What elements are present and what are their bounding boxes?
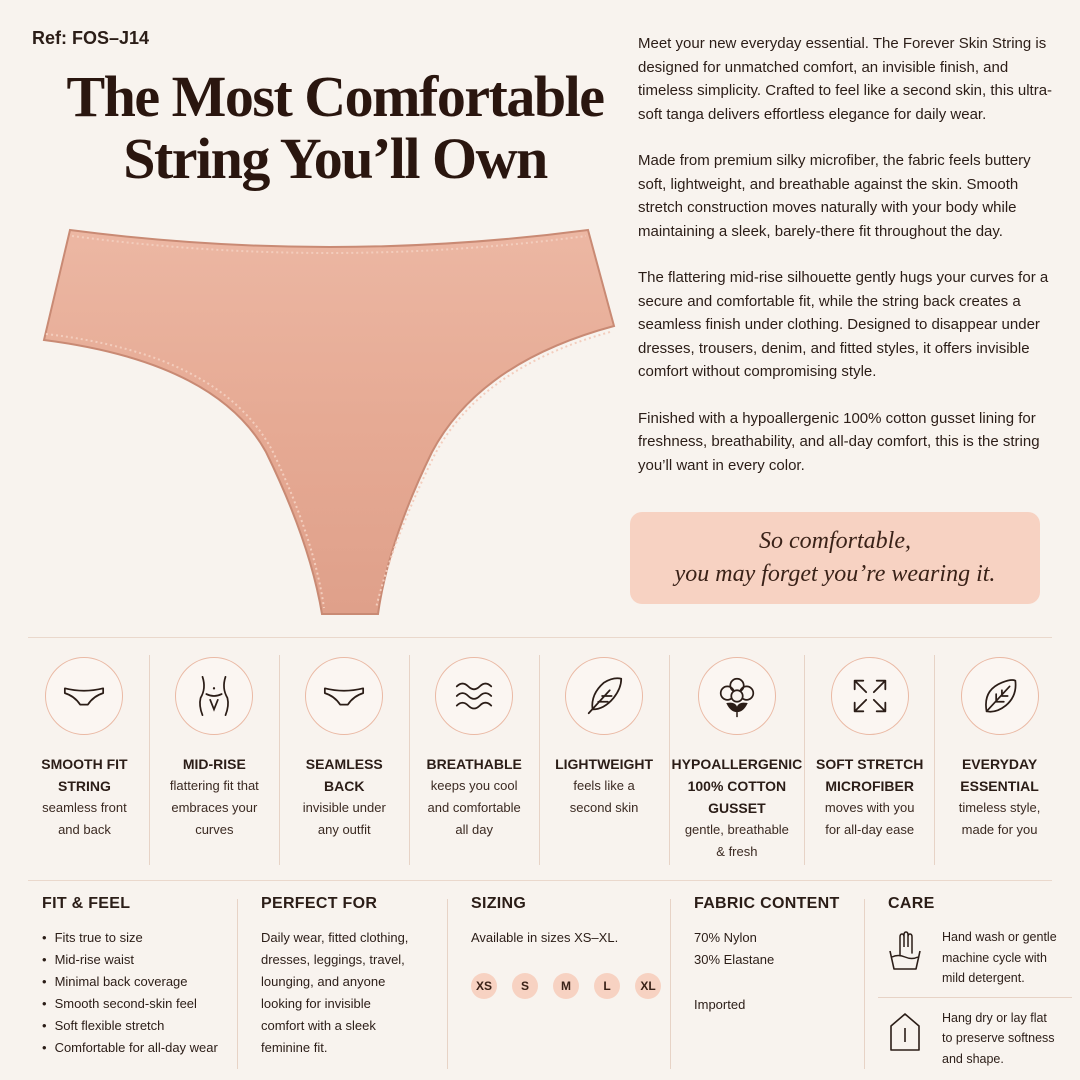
fit-feel-column [42,895,242,1075]
feature-title: MID-RISE [182,756,246,772]
panty-outline-icon [61,673,107,719]
feature-icon-circle [45,657,123,735]
feature-subtitle: curves [195,822,234,837]
care-text [942,1008,1055,1070]
quote-line-1: So comfortable, [759,528,911,554]
feature-title: STRING [58,778,111,794]
feature-title: SMOOTH FIT [41,756,128,772]
title-line-1: The Most Comfortable [66,64,604,129]
feature-title: SEAMLESS [305,756,383,772]
feather-icon [581,673,627,719]
feature-title: BREATHABLE [426,756,522,772]
list-item: • Soft flexible stretch [42,1015,242,1037]
description-paragraph: Meet your new everyday essential. The Forever Skin String is designed for unmatched comfort, an invisible finish, and timeless simplicity. Crafted to feel like a second skin, this ultra-soft tanga delivers effortless elegance for daily wear. [638,35,1053,123]
product-reference: Ref: FOS–J14 [32,28,150,48]
description-paragraph: Made from premium silky microfiber, the fabric feels buttery soft, lightweight, and breathable against the skin. Smooth stretch construction moves naturally with your body while maintaining a sleek, barely-there fit throughout the day. [638,152,1031,240]
feature-subtitle: and comfortable [427,800,521,815]
care-line: Hang dry or lay flat [942,1010,1047,1025]
feature-title: SOFT STRETCH [816,756,924,772]
feature-icon-circle [175,657,253,735]
feature-mid-rise [150,655,280,865]
feature-icon-circle [831,657,909,735]
description-paragraph: The flattering mid-rise silhouette gently hugs your curves for a secure and comfortable fit, while the string back creates a seamless finish under clothing. Designed to disappear under dresses, trousers, denim, and fitted styles, it offers invisible comfort without compromising style. [638,269,1049,380]
panty-outline-icon [321,673,367,719]
product-image [40,222,620,622]
fabric-column [694,895,854,1075]
feature-cotton-gusset [670,655,806,865]
quote-banner [630,512,1040,604]
description-paragraph: Finished with a hypoallergenic 100% cotton gusset lining for freshness, breathability, and all-day comfort, this is the string you’ll want in every color. [638,409,1040,474]
care-line: Hand wash or gentle [942,930,1057,944]
perfect-for-heading: PERFECT FOR [261,895,378,912]
feature-subtitle: second skin [569,800,639,815]
feature-soft-stretch [805,655,935,865]
cotton-flower-icon [714,673,760,719]
perfect-for-text: Daily wear, fitted clothing, [261,930,409,945]
feature-seamless-back [280,655,410,865]
stretch-arrows-icon [847,673,893,719]
feature-subtitle: all day [455,822,493,837]
column-divider [447,899,448,1069]
feature-icon-circle [565,657,643,735]
perfect-for-text: feminine fit. [261,1040,328,1055]
size-m-badge: M [553,973,579,999]
feature-subtitle: timeless style, [958,800,1041,815]
feature-title: HYPOALLERGENIC [671,756,803,772]
feature-everyday-essential [935,655,1064,865]
care-divider [878,997,1072,998]
divider [28,880,1052,881]
sizing-column [471,895,661,1075]
feature-subtitle: gentle, breathable [684,822,789,837]
sizing-text: Available in sizes XS–XL. [471,930,619,945]
feature-title: EVERYDAY [961,756,1038,772]
perfect-for-text: looking for invisible [261,996,371,1011]
size-options [471,973,661,999]
feature-title: LIGHTWEIGHT [555,756,654,772]
care-line: machine cycle with [942,950,1047,965]
size-xl-badge: XL [635,973,661,999]
care-line: mild detergent. [942,971,1025,985]
list-item: • Mid-rise waist [42,949,242,971]
quote-line-2: you may forget you’re wearing it. [674,561,996,587]
product-description [638,32,1058,500]
feature-subtitle: keeps you cool [430,778,518,793]
fit-feel-heading: FIT & FEEL [42,895,131,912]
fit-feel-list [42,927,242,1059]
feature-icon-circle [961,657,1039,735]
care-column [888,895,1064,1075]
feature-smooth-fit [20,655,150,865]
feature-icon-circle [435,657,513,735]
feature-subtitle: feels like a [573,778,635,793]
care-text [942,927,1057,989]
care-heading: CARE [888,895,935,912]
feature-subtitle: made for you [961,822,1038,837]
feature-breathable [410,655,540,865]
feature-title: ESSENTIAL [960,778,1039,794]
list-item: • Fits true to size [42,927,242,949]
sizing-heading: SIZING [471,895,527,912]
fabric-origin: Imported [694,997,746,1012]
feature-title: MICROFIBER [825,778,914,794]
feature-subtitle: and back [58,822,111,837]
size-s-badge: S [512,973,538,999]
fabric-text: 30% Elastane [694,952,775,967]
feature-subtitle: embraces your [171,800,258,815]
waist-body-icon [191,673,237,719]
feature-lightweight [540,655,670,865]
feature-subtitle: moves with you [824,800,915,815]
title-line-2: String You’ll Own [123,126,547,191]
feature-icon-circle [698,657,776,735]
size-l-badge: L [594,973,620,999]
care-line: to preserve softness [942,1031,1055,1045]
features-row [20,655,1064,865]
fabric-text: 70% Nylon [694,930,757,945]
perfect-for-text: lounging, and anyone [261,974,386,989]
perfect-for-text: dresses, leggings, travel, [261,952,405,967]
column-divider [670,899,671,1069]
list-item: • Smooth second-skin feel [42,993,242,1015]
hang-dry-icon [888,1012,922,1052]
feature-icon-circle [305,657,383,735]
size-xs-badge: XS [471,973,497,999]
feature-subtitle: & fresh [716,844,758,859]
feature-subtitle: flattering fit that [169,778,259,793]
feature-subtitle: seamless front [42,800,127,815]
list-item: • Minimal back coverage [42,971,242,993]
feature-title: BACK [324,778,365,794]
feature-title: GUSSET [708,800,766,816]
feature-subtitle: invisible under [302,800,386,815]
details-section [20,895,1064,1075]
feature-subtitle: any outfit [317,822,371,837]
list-item: • Comfortable for all-day wear [42,1037,242,1059]
fabric-heading: FABRIC CONTENT [694,895,840,912]
care-item [888,1008,1064,1070]
perfect-for-column [261,895,441,1075]
page-title [40,66,630,190]
column-divider [864,899,865,1069]
hand-wash-icon [888,931,922,971]
air-waves-icon [451,673,497,719]
feature-subtitle: for all-day ease [825,822,915,837]
care-line: and shape. [942,1051,1004,1066]
column-divider [237,899,238,1069]
leaf-icon [977,673,1023,719]
feature-title: 100% COTTON [687,778,787,794]
care-item [888,927,1064,989]
perfect-for-text: comfort with a sleek [261,1018,376,1033]
divider [28,637,1052,638]
